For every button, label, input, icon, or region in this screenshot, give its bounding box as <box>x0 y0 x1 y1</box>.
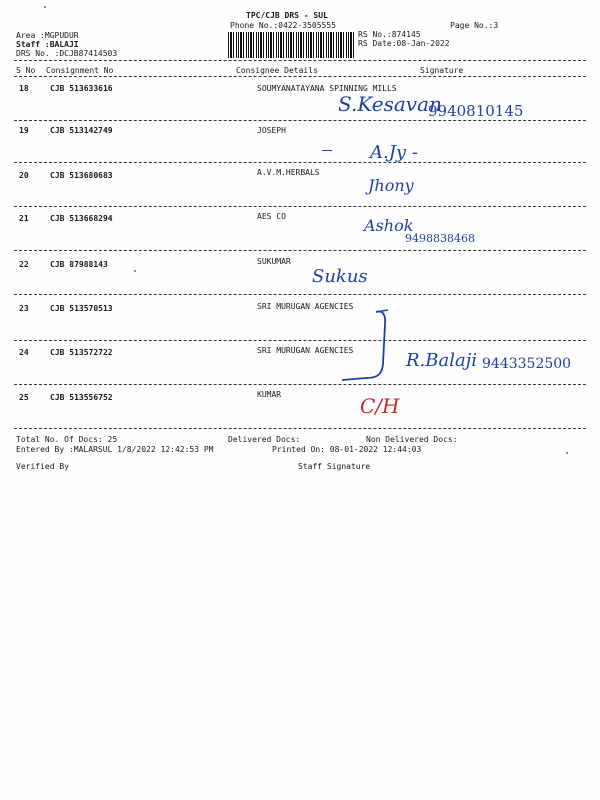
barcode <box>228 32 354 58</box>
row-consignee: SRI MURUGAN AGENCIES <box>257 302 354 311</box>
page-number: Page No.:3 <box>450 21 499 30</box>
signature-bracket <box>336 304 406 384</box>
row-consignee: SUKUMAR <box>257 257 291 266</box>
row-consignment: CJB 513668294 <box>50 214 113 223</box>
handwritten-phone: 9498838468 <box>405 232 475 245</box>
row-sno: 19 <box>19 126 29 135</box>
phone-number: Phone No.:0422-3505555 <box>230 21 336 30</box>
col-header-sno: S No <box>16 66 36 75</box>
col-header-consignee: Consignee Details <box>236 66 318 75</box>
staff-signature-label: Staff Signature <box>298 462 371 471</box>
divider <box>14 60 586 61</box>
printed-on: Printed On: 08-01-2022 12:44:03 <box>272 445 422 454</box>
row-sno: 20 <box>19 171 29 180</box>
total-docs: Total No. Of Docs: 25 <box>16 435 118 444</box>
row-sno: 23 <box>19 304 29 313</box>
row-divider <box>14 294 586 295</box>
verified-by: Verified By <box>16 462 69 471</box>
row-consignment: CJB 513556752 <box>50 393 113 402</box>
non-delivered-docs: Non Delivered Docs: <box>366 435 458 444</box>
ink-stroke <box>322 150 332 151</box>
handwritten-phone: 9940810145 <box>428 102 524 120</box>
row-sno: 24 <box>19 348 29 357</box>
row-sno: 21 <box>19 214 29 223</box>
handwritten-signature: Jhony <box>368 176 414 195</box>
rs-date: RS Date:08-Jan-2022 <box>358 39 450 48</box>
row-divider <box>14 162 586 163</box>
handwritten-signature: R.Balaji <box>406 350 478 371</box>
delivered-docs: Delivered Docs: <box>228 435 301 444</box>
row-divider <box>14 384 586 385</box>
rs-number: RS No.:874145 <box>358 30 421 39</box>
row-divider <box>14 206 586 207</box>
row-consignee: AES CO <box>257 212 286 221</box>
row-consignment: CJB 513142749 <box>50 126 113 135</box>
divider <box>14 76 586 77</box>
row-consignment: CJB 87988143 <box>50 260 108 269</box>
row-consignment: CJB 513680683 <box>50 171 113 180</box>
row-divider <box>14 250 586 251</box>
handwritten-signature: Sukus <box>312 266 368 287</box>
row-consignment: CJB 513572722 <box>50 348 113 357</box>
handwritten-signature: A.Jy - <box>370 142 418 163</box>
scan-speck <box>44 6 46 8</box>
row-consignee: A.V.M.HERBALS <box>257 168 320 177</box>
handwritten-phone: 9443352500 <box>482 356 572 372</box>
row-consignee: JOSEPH <box>257 126 286 135</box>
row-sno: 18 <box>19 84 29 93</box>
row-divider <box>14 340 586 341</box>
row-sno: 25 <box>19 393 29 402</box>
row-divider <box>14 428 586 429</box>
staff-label: Staff :BALAJI <box>16 40 79 49</box>
row-divider <box>14 120 586 121</box>
row-consignee: KUMAR <box>257 390 282 399</box>
row-consignment: CJB 513633616 <box>50 84 113 93</box>
row-consignment: CJB 513570513 <box>50 304 113 313</box>
drs-number: DRS No. :DCJB87414503 <box>16 49 118 58</box>
entered-by: Entered By :MALARSUL 1/8/2022 12:42:53 PM <box>16 445 214 454</box>
scan-speck <box>566 452 568 454</box>
scan-speck <box>134 270 136 272</box>
col-header-signature: Signature <box>420 66 464 75</box>
handwritten-signature: C/H <box>360 394 400 418</box>
row-consignee: SRI MURUGAN AGENCIES <box>257 346 354 355</box>
row-consignee: SOUMYANATAYANA SPINNING MILLS <box>257 84 397 93</box>
handwritten-signature: S.Kesavan <box>338 92 442 116</box>
row-sno: 22 <box>19 260 29 269</box>
handwritten-signature: Ashok <box>364 216 414 235</box>
col-header-consignment: Consignment No <box>46 66 114 75</box>
report-title: TPC/CJB DRS - SUL <box>246 11 328 20</box>
area-label: Area :MGPUDUR <box>16 31 79 40</box>
